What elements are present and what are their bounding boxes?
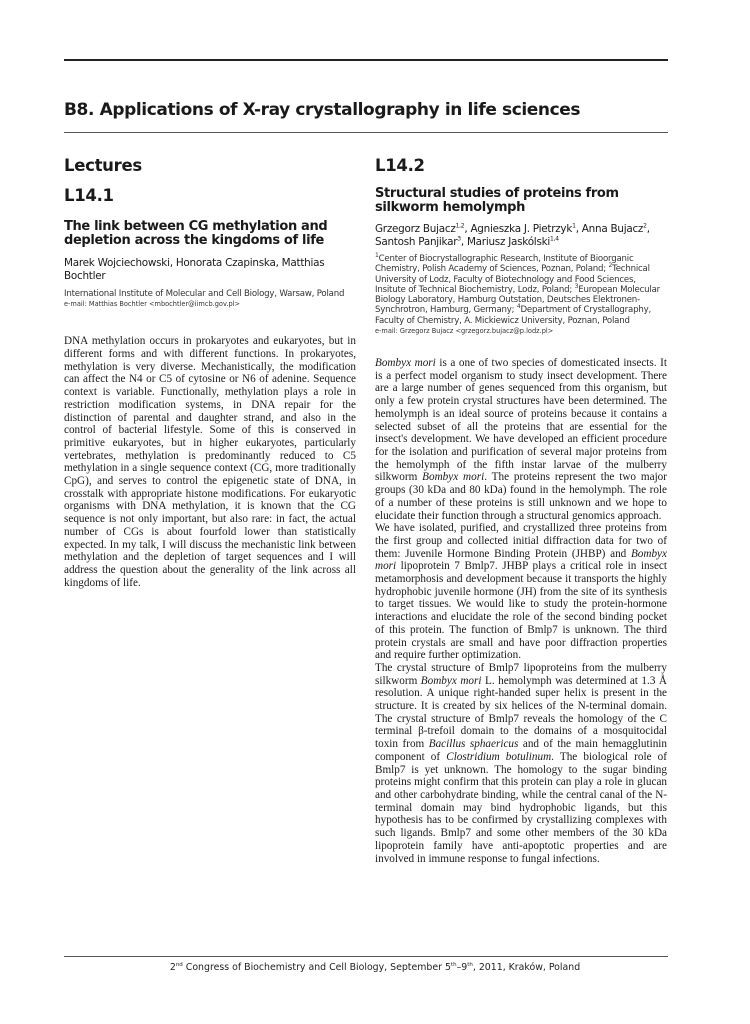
affiliation-superscript: 2 bbox=[608, 262, 613, 270]
paragraph-text: The crystal structure of Bmlp7 lipoproteins from the mulberry silkworm bbox=[375, 661, 667, 687]
species-name: Bombyx mori bbox=[375, 547, 667, 573]
author-superscript: 1,4 bbox=[550, 235, 559, 243]
affiliation-superscript: 3 bbox=[574, 283, 579, 291]
right-column bbox=[375, 150, 667, 865]
footer-superscript: th bbox=[450, 961, 457, 968]
paragraph-text: is a one of two species of domesticated insects. It is a perfect model organism to study insect development. There are a large number of genes sequenced from this organism, but only a few protein crystal structures have been determined. The hemolymph is an ideal source of proteins because it contains a selected subset of all the proteins that are essential for the insect's development. We have developed an efficient procedure for the isolation and purification of several major proteins from the hemolymph of the fifth instar larvae of the mulberry silkworm bbox=[375, 357, 667, 484]
abstract-paragraph-1 bbox=[375, 357, 667, 522]
author-superscript: 2 bbox=[643, 222, 647, 230]
affiliation-text: Technical University of Lodz, Faculty of Biotechnology and Food Sciences, Insitute of Technical Biochemistry, Lodz, Poland; bbox=[375, 264, 650, 295]
author-name: Grzegorz Bujacz bbox=[375, 223, 456, 235]
email-l14-2: e-mail: Grzegorz Bujacz <grzegorz.bujacz@p.lodz.pl> bbox=[375, 327, 554, 336]
abstract-body-l14-1: DNA methylation occurs in prokaryotes and eukaryotes, but in different forms and with different functions. In prokaryotes, methylation is very diverse. Mechanistically, the modification can affect the N4 or C5 of cytosine or N6 of adenine. Sequence context is variable. Functionally, methylation plays a role in restriction modification systems, in DNA repair for the distinction of parental and daughter strand, and also in the control of bacterial lifestyle. Some of this is conserved in primitive eukaryotes, but in higher eukaryotes, particularly vertebrates, methylation is predominantly reduced to C5 methylation in a single sequence context (CG, more traditionally CpG), and serves to control the epigenetic state of DNA, in crosstalk with appropriate histone modifications. For eukaryotic organisms with DNA methylation, it is known that the CG sequence is not only important, but also rare: in fact, the actual number of CGs is about fourfold lower than statistically expected. In my talk, I will discuss the mechanistic link between methylation and the depletion of target sequences and I will address the question about the generality of the link across all kingdoms of life. bbox=[64, 335, 356, 589]
section-title: B8. Applications of X-ray crystallography in life sciences bbox=[64, 100, 581, 120]
abstract-title-l14-1: The link between CG methylation and depletion across the kingdoms of life bbox=[64, 219, 328, 248]
top-rule bbox=[64, 59, 668, 61]
email-l14-1: e-mail: Matthias Bochtler <mbochtler@iimcb.gov.pl> bbox=[64, 300, 240, 309]
abstract-paragraph-3 bbox=[375, 662, 667, 865]
footer-text: Congress of Biochemistry and Cell Biology, September 5 bbox=[182, 962, 451, 973]
species-name: Clostridium botulinum bbox=[446, 750, 552, 763]
species-name: Bombyx mori bbox=[422, 471, 485, 484]
footer-text: 2 bbox=[169, 962, 176, 973]
abstract-code-l14-1: L14.1 bbox=[64, 186, 114, 205]
page-footer bbox=[0, 962, 750, 973]
left-column bbox=[64, 150, 356, 589]
abstract-title-l14-2: Structural studies of proteins from silkworm hemolymph bbox=[375, 186, 619, 215]
paragraph-text: lipoprotein 7 Bmlp7. JHBP plays a critical role in insect metamorphosis and development because it transports the highly hydrophobic juvenile hormone (JH) from the site of its synthesis to target tissues. We would like to study the protein-hormone interactions and elucidate the role of the second binding pocket of this protein. The function of Bmlp7 is unknown. The third protein crystals are small and have poor diffraction properties and require further optimization. bbox=[375, 560, 667, 662]
author-superscript: 1 bbox=[572, 222, 576, 230]
author-name: , Santosh Panjikar bbox=[375, 223, 650, 248]
author-superscript: 3 bbox=[457, 235, 461, 243]
paragraph-text: We have isolated, purified, and crystallized three proteins from the first group and collected initial diffraction data for two of them: Juvenile Hormone Binding Protein (JHBP) and bbox=[375, 522, 667, 560]
section-divider bbox=[64, 132, 668, 133]
footer-text: –9 bbox=[456, 962, 468, 973]
paragraph-text: L. hemolymph was determined at 1.3 Å resolution. A unique right-handed super helix is present in the structure. It is created by six helices of the N-terminal domain. The crystal structure of Bmlp7 reveals the homology of the C terminal β-trefoil domain to the domains of a mosquitocidal toxin from bbox=[375, 674, 668, 751]
authors-l14-1: Marek Wojciechowski, Honorata Czapinska, Matthias Bochtler bbox=[64, 257, 325, 282]
paragraph-text: . The proteins represent the two major groups (30 kDa and 80 kDa) found in the hemolymph. The role of a number of these proteins is still unknown and we hope to elucidate their function through a structural genomics approach. bbox=[375, 471, 667, 522]
footer-superscript: nd bbox=[175, 961, 183, 968]
paragraph-text: and of the main hemagglutinin component of bbox=[375, 738, 667, 763]
species-name: Bacillus sphaericus bbox=[428, 738, 519, 751]
affiliation-text: Department of Crystallography, Faculty of Chemistry, A. Mickiewicz University, Poznan, Poland bbox=[375, 305, 651, 326]
footer-superscript: th bbox=[467, 961, 473, 968]
author-superscript: 1,2 bbox=[455, 222, 465, 230]
affiliation-superscript: 4 bbox=[516, 303, 521, 311]
authors-l14-2 bbox=[375, 223, 667, 249]
author-name: , Mariusz Jaskólski bbox=[460, 236, 551, 248]
affiliation-l14-2 bbox=[375, 254, 667, 326]
author-name: , Agnieszka J. Pietrzyk bbox=[464, 223, 573, 235]
affiliation-text: European Molecular Biology Laboratory, Hamburg Outstation, Deutsches Elektronen-Synchrotron, Hamburg, Germany; bbox=[375, 284, 660, 316]
footer-rule bbox=[64, 956, 668, 957]
species-name: Bombyx mori bbox=[420, 674, 482, 687]
abstract-paragraph-2 bbox=[375, 522, 667, 662]
footer-text: , 2011, Kraków, Poland bbox=[472, 962, 581, 973]
author-name: , Anna Bujacz bbox=[575, 223, 644, 235]
affiliation-text: Center of Biocrystallographic Research, Institute of Bioorganic Chemistry, Polish Academy of Sciences, Poznan, Poland; bbox=[375, 254, 634, 275]
affiliation-superscript: 1 bbox=[375, 252, 379, 260]
abstract-code-l14-2: L14.2 bbox=[375, 156, 425, 175]
lectures-heading: Lectures bbox=[64, 156, 142, 175]
paragraph-text: . The biological role of Bmlp7 is yet unknown. The homology to the sugar binding proteins might confirm that this protein can play a role in glucan and other carbohydrate binding, while the central canal of the N-terminal domain may bind hydrophobic ligands, but this hypothesis has to be confirmed by crystallizing complexes with such ligands. Bmlp7 and some other members of the 30 kDa lipoprotein family have anti-apoptotic properties and are involved in immune response to fungal infections. bbox=[375, 750, 667, 865]
species-name: Bombyx mori bbox=[375, 357, 436, 370]
affiliation-l14-1: International Institute of Molecular and Cell Biology, Warsaw, Poland bbox=[64, 289, 345, 299]
